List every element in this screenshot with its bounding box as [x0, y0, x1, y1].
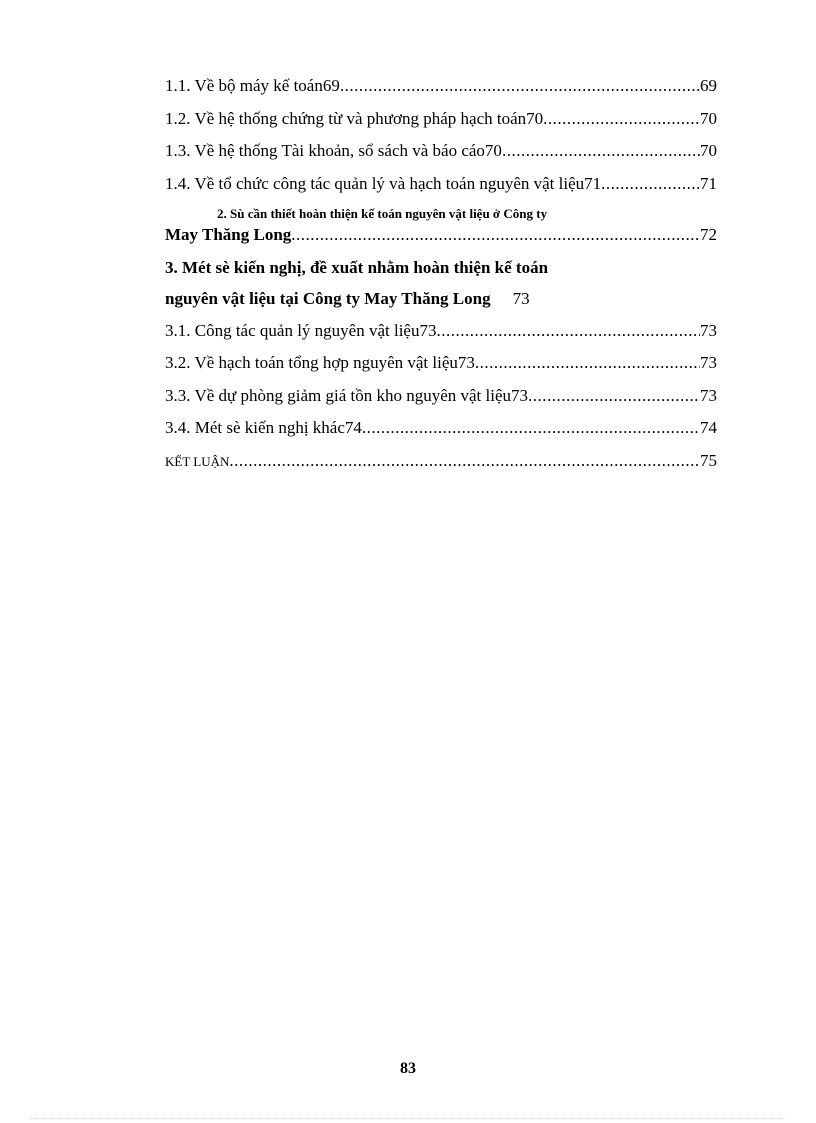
toc-entry-page: 73	[512, 289, 530, 308]
dot-leader	[229, 451, 700, 471]
toc-entry-label: 3.1. Công tác quản lý nguyên vật liệu73	[165, 321, 437, 340]
dot-leader	[291, 225, 700, 245]
toc-entry-label: 3.4. Mét sè kiến nghị khác74	[165, 418, 362, 437]
toc-entry-page: 70	[700, 109, 717, 128]
toc-entry-2	[165, 225, 717, 245]
dot-leader	[475, 353, 700, 373]
toc-entry-label: 1.3. Về hệ thống Tài khoản, sổ sách và báo cáo70	[165, 141, 502, 160]
toc-entry-page: 74	[700, 418, 717, 437]
toc-entry-1-1	[165, 76, 717, 96]
toc-entry-label: nguyên vật liệu tại Công ty May Thăng Long	[165, 289, 491, 308]
toc-entry-3-1	[165, 321, 717, 341]
toc-entry-page: 71	[700, 174, 717, 193]
page-number: 83	[400, 1060, 416, 1077]
toc-entry-label: 1.1. Về bộ máy kế toán69	[165, 76, 340, 95]
toc-entry-label: KẾT LUẬN	[165, 454, 230, 469]
toc-entry-page: 72	[700, 225, 717, 244]
toc-entry-1-3	[165, 141, 717, 161]
toc-entry-page: 73	[700, 386, 717, 405]
toc-entry-page: 73	[700, 353, 717, 372]
toc-entry-page: 75	[700, 451, 717, 470]
dot-leader	[436, 321, 700, 341]
toc-entry-page: 73	[700, 321, 717, 340]
dot-leader	[528, 386, 700, 406]
toc-entry-page: 69	[700, 76, 717, 95]
dot-leader	[340, 76, 700, 96]
toc-entry-label: 3.3. Về dự phòng giảm giá tồn kho nguyên vật liệu73	[165, 386, 529, 405]
dot-leader	[543, 109, 700, 129]
toc-entry-label: 1.2. Về hệ thống chứng từ và phương pháp hạch toán70	[165, 109, 544, 128]
toc-entry-3-2	[165, 353, 717, 373]
toc-entry-label: May Thăng Long	[165, 225, 292, 244]
toc-entry-label: 1.4. Về tổ chức công tác quản lý và hạch toán nguyên vật liệu71	[165, 174, 602, 193]
dot-leader	[502, 141, 700, 161]
toc-entry-page: 70	[700, 141, 717, 160]
toc-entry-3-4	[165, 418, 717, 438]
dot-leader	[362, 418, 700, 438]
toc-entry-3-line2	[165, 289, 530, 309]
toc-entry-label: 3.2. Về hạch toán tổng hợp nguyên vật liệu73	[165, 353, 475, 372]
toc-entry-3-line1: 3. Mét sè kiến nghị, đề xuất nhằm hoàn thiện kế toán	[165, 258, 549, 277]
toc-entry-1-4	[165, 174, 717, 194]
dot-leader	[601, 174, 700, 194]
toc-entry-1-2	[165, 109, 717, 129]
toc-entry-3-3	[165, 386, 717, 406]
toc-entry-conclusion	[165, 451, 717, 471]
page-bottom-border	[30, 1118, 786, 1119]
toc-entry-2-line1: 2. Sù cần thiết hoàn thiện kế toán nguyên vật liệu ở Công ty	[217, 206, 548, 221]
